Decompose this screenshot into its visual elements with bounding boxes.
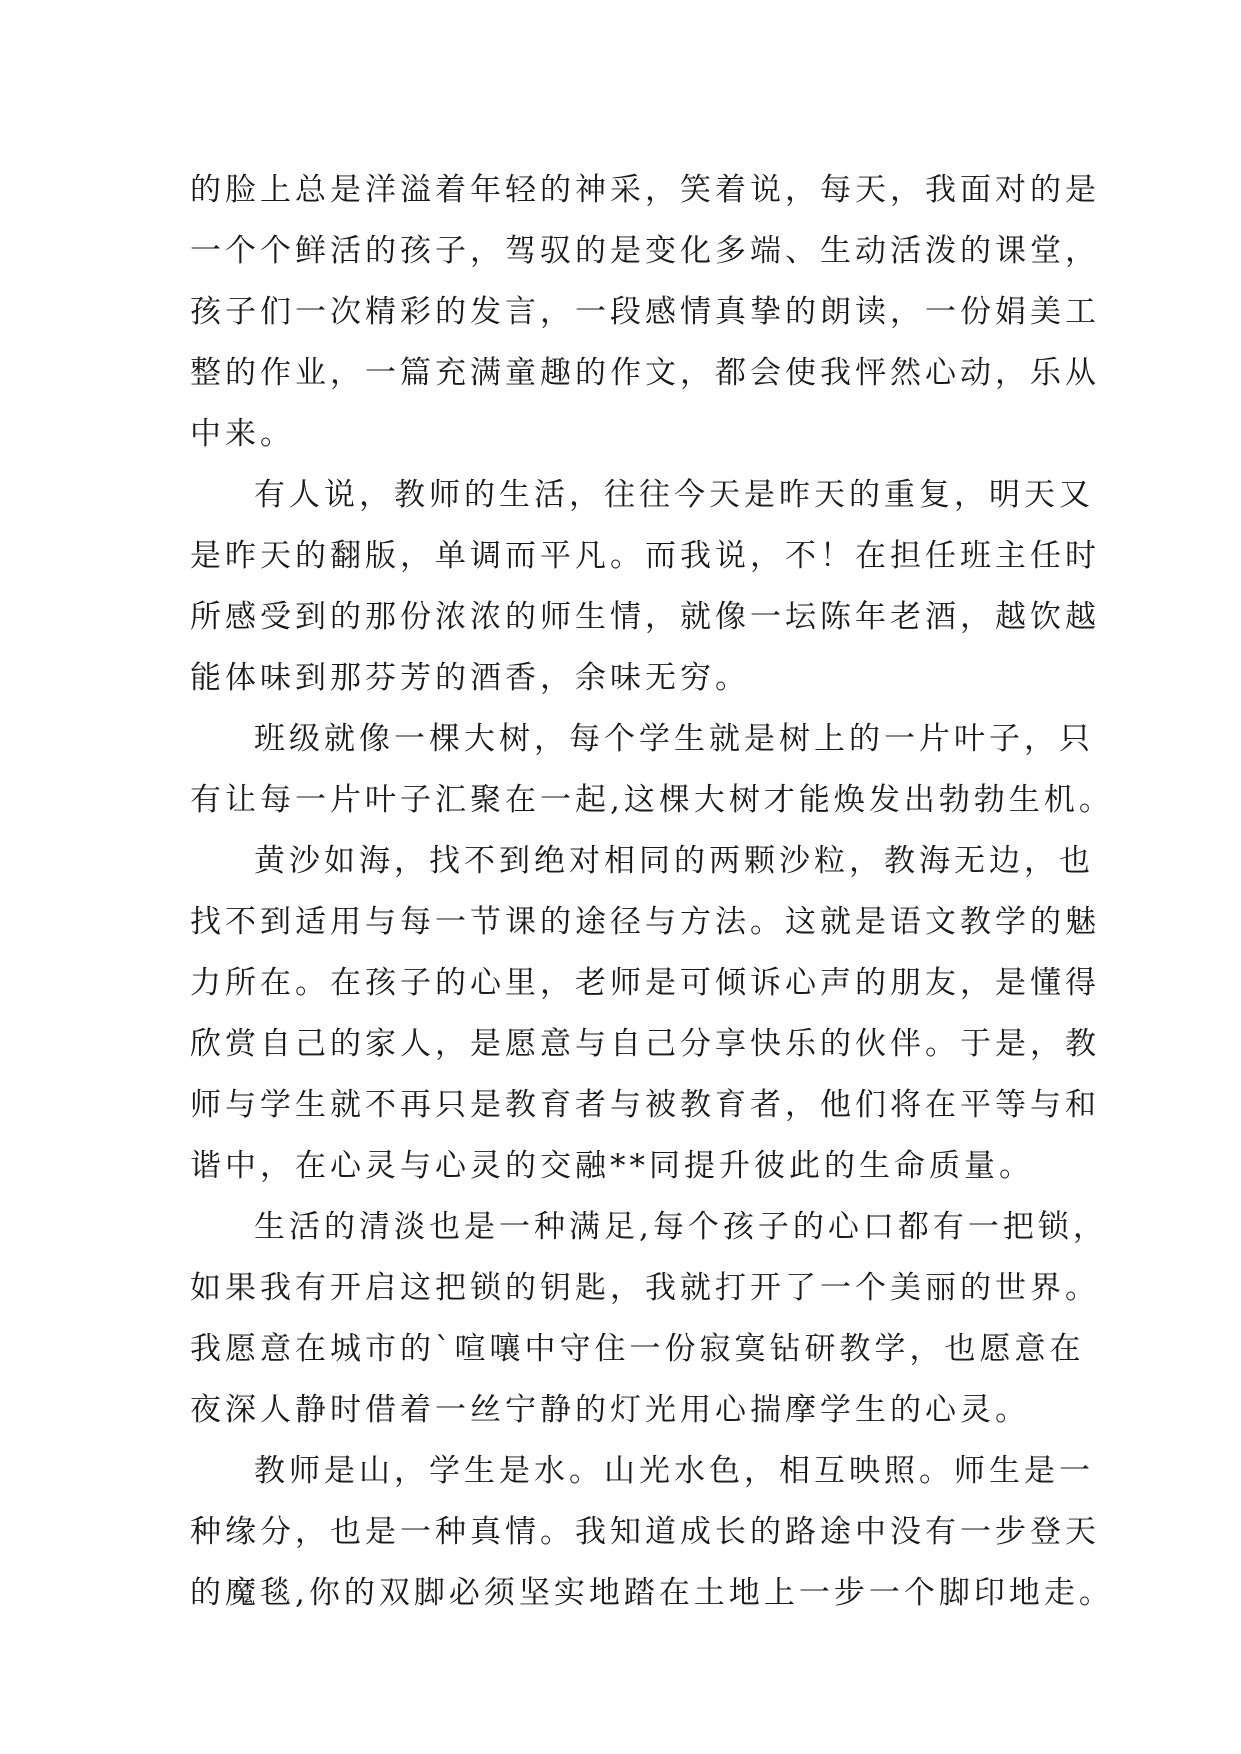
text-line: 整的作业，一篇充满童趣的作文，都会使我怦然心动，乐从 [190,355,1100,391]
text-line: 找不到适用与每一节课的途径与方法。这就是语文教学的魅 [190,904,1100,940]
text-line: 夜深人静时借着一丝宁静的灯光用心揣摩学生的心灵。 [190,1392,1030,1428]
text-line: 师与学生就不再只是教育者与被教育者，他们将在平等与和 [190,1087,1100,1123]
paragraph-first-line: 生活的清淡也是一种满足,每个孩子的心口都有一把锁， [254,1209,1108,1245]
text-line: 所感受到的那份浓浓的师生情，就像一坛陈年老酒，越饮越 [190,599,1100,635]
paragraph-first-line: 黄沙如海，找不到绝对相同的两颗沙粒，教海无边，也 [254,843,1094,879]
text-line: 有让每一片叶子汇聚在一起,这棵大树才能焕发出勃勃生机。 [190,782,1114,818]
text-line: 能体味到那芬芳的酒香，余味无穷。 [190,660,750,696]
text-line: 谐中，在心灵与心灵的交融**同提升彼此的生命质量。 [190,1148,1034,1184]
text-line: 力所在。在孩子的心里，老师是可倾诉心声的朋友，是懂得 [190,965,1100,1001]
text-line: 我愿意在城市的`喧嚷中守住一份寂寞钻研教学，也愿意在 [190,1331,1085,1367]
text-line: 的脸上总是洋溢着年轻的神采，笑着说，每天，我面对的是 [190,172,1100,208]
text-line: 孩子们一次精彩的发言，一段感情真挚的朗读，一份娟美工 [190,294,1100,330]
text-line: 中来。 [190,416,295,452]
paragraph-first-line: 班级就像一棵大树，每个学生就是树上的一片叶子，只 [254,721,1094,757]
text-line: 一个个鲜活的孩子，驾驭的是变化多端、生动活泼的课堂， [190,233,1100,269]
paragraph-first-line: 有人说，教师的生活，往往今天是昨天的重复，明天又 [254,477,1094,513]
paragraph-first-line: 教师是山，学生是水。山光水色，相互映照。师生是一 [254,1453,1094,1489]
document-body [190,160,1114,1624]
text-line: 是昨天的翻版，单调而平凡。而我说，不！在担任班主任时 [190,538,1100,574]
text-line: 的魔毯,你的双脚必须坚实地踏在土地上一步一个脚印地走。 [190,1575,1114,1611]
text-line: 种缘分，也是一种真情。我知道成长的路途中没有一步登天 [190,1514,1100,1550]
text-line: 如果我有开启这把锁的钥匙，我就打开了一个美丽的世界。 [190,1270,1100,1306]
text-line: 欣赏自己的家人，是愿意与自己分享快乐的伙伴。于是，教 [190,1026,1100,1062]
